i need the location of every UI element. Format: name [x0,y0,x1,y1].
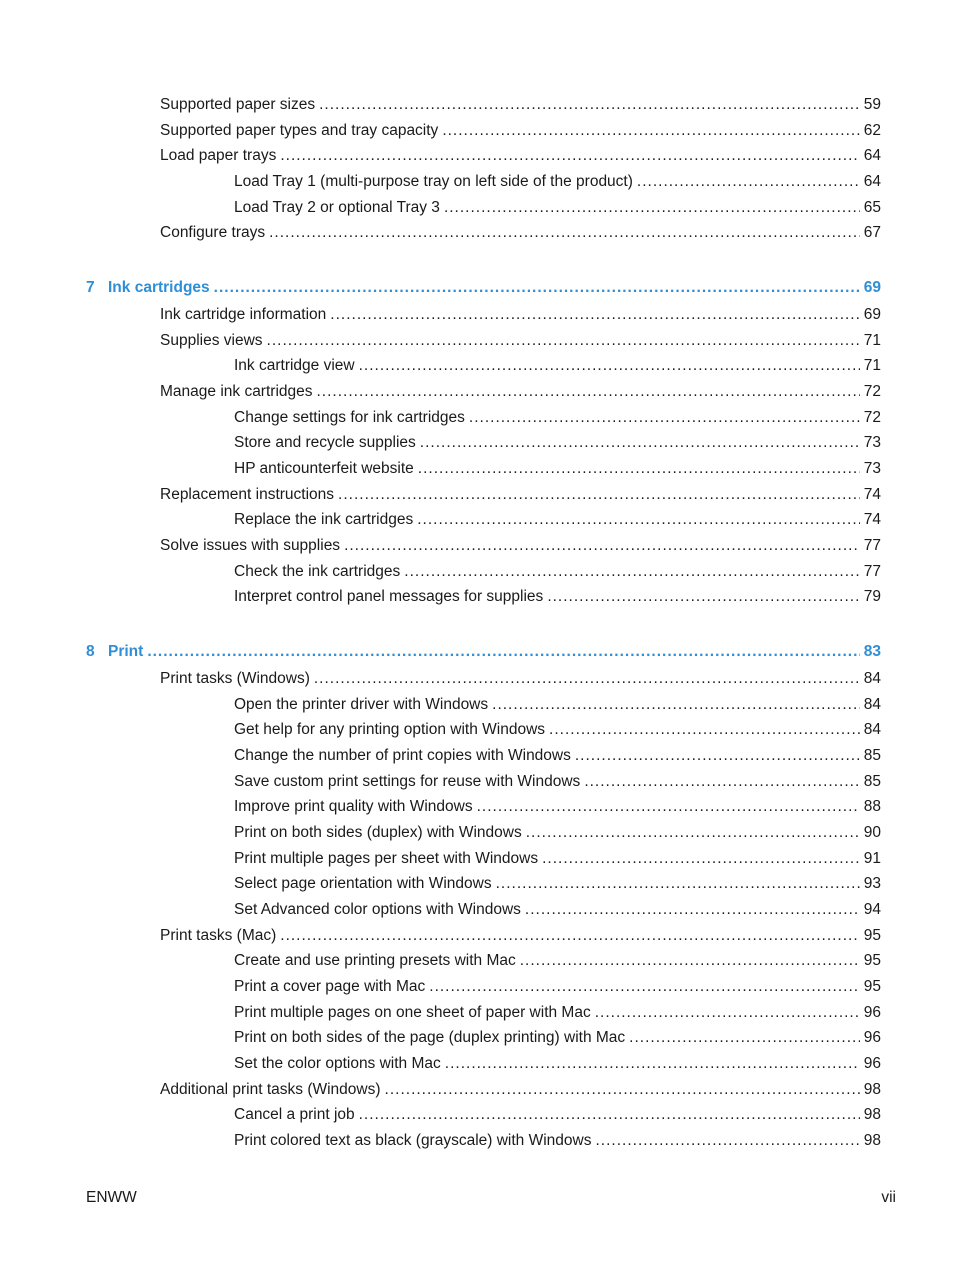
dot-leader [280,146,859,166]
dot-leader [547,587,859,607]
toc-entry-page: 77 [863,537,881,554]
toc-entry[interactable] [234,1028,881,1048]
toc-entry[interactable] [234,977,881,997]
toc-entry-title: Create and use printing presets with Mac [234,952,516,969]
toc-entry-title: Print tasks (Windows) [160,670,310,687]
toc-entry-page: 73 [863,460,881,477]
toc-chapter-7[interactable] [86,278,881,298]
toc-entry-page: 95 [863,952,881,969]
toc-entry[interactable] [234,797,881,817]
toc-entry[interactable] [234,408,881,428]
dot-leader [147,642,859,662]
chapter-page: 69 [863,279,881,296]
toc-entry-page: 84 [863,721,881,738]
toc-entry-title: Replace the ink cartridges [234,511,414,528]
dot-leader [584,772,859,792]
toc-entry-title: Ink cartridge information [160,306,327,323]
toc-entry-title: Print colored text as black (grayscale) with Windows [234,1132,592,1149]
footer-page-number: vii [881,1189,896,1206]
dot-leader [338,485,860,505]
toc-entry[interactable] [234,510,881,530]
dot-leader [317,382,860,402]
toc-entry[interactable] [234,823,881,843]
dot-leader [542,849,860,869]
toc-entry-page: 67 [863,224,881,241]
dot-leader [469,408,860,428]
toc-entry-title: Print on both sides of the page (duplex printing) with Mac [234,1029,626,1046]
dot-leader [445,1054,860,1074]
dot-leader [385,1080,860,1100]
toc-entry[interactable] [234,695,881,715]
toc-entry-title: HP anticounterfeit website [234,460,414,477]
toc-entry-title: Configure trays [160,224,266,241]
toc-entry-title: Print tasks (Mac) [160,927,277,944]
toc-entry-title: Solve issues with supplies [160,537,341,554]
toc-entry[interactable] [234,746,881,766]
toc-entry-page: 72 [863,409,881,426]
dot-leader [404,562,859,582]
toc-entry-title: Load paper trays [160,147,277,164]
dot-leader [442,121,859,141]
toc-entry-page: 72 [863,383,881,400]
toc-entry-title: Supported paper sizes [160,96,316,113]
chapter-title: Ink cartridges [108,279,210,296]
toc-entry[interactable] [160,223,881,243]
toc-entry-page: 64 [863,173,881,190]
toc-entry-title: Save custom print settings for reuse with Windows [234,773,581,790]
dot-leader [526,823,860,843]
dot-leader [418,459,860,479]
toc-entry[interactable] [160,331,881,351]
toc-entry-page: 69 [863,306,881,323]
toc-entry[interactable] [234,1003,881,1023]
toc-entry-page: 96 [863,1055,881,1072]
dot-leader [549,720,860,740]
dot-leader [520,951,860,971]
toc-entry-title: Load Tray 2 or optional Tray 3 [234,199,440,216]
toc-entry[interactable] [234,433,881,453]
toc-entry[interactable] [160,926,881,946]
toc-entry[interactable] [234,198,881,218]
dot-leader [214,278,860,298]
toc-entry[interactable] [234,1105,881,1125]
toc-entry[interactable] [234,1054,881,1074]
chapter-number: 7 [86,279,95,296]
toc-entry-title: Improve print quality with Windows [234,798,473,815]
toc-entry[interactable] [234,951,881,971]
dot-leader [496,874,860,894]
toc-entry-page: 96 [863,1029,881,1046]
toc-entry-title: Ink cartridge view [234,357,355,374]
dot-leader [637,172,860,192]
toc-entry-title: Store and recycle supplies [234,434,416,451]
toc-entry-title: Interpret control panel messages for supplies [234,588,544,605]
footer-doc-id: ENWW [86,1189,137,1206]
dot-leader [420,433,860,453]
toc-entry-page: 74 [863,486,881,503]
toc-entry-page: 98 [863,1132,881,1149]
toc-entry-title: Set the color options with Mac [234,1055,441,1072]
toc-entry-page: 85 [863,747,881,764]
toc-entry-page: 93 [863,875,881,892]
dot-leader [575,746,860,766]
toc-entry-page: 65 [863,199,881,216]
toc-chapter-8[interactable] [86,642,881,662]
toc-entry-page: 71 [863,332,881,349]
toc-entry-title: Print multiple pages per sheet with Windows [234,850,539,867]
toc-entry-page: 64 [863,147,881,164]
toc-entry-title: Select page orientation with Windows [234,875,492,892]
toc-entry-page: 74 [863,511,881,528]
toc-entry-title: Cancel a print job [234,1106,355,1123]
toc-entry-title: Change settings for ink cartridges [234,409,465,426]
toc-entry-title: Check the ink cartridges [234,563,401,580]
toc-entry-title: Open the printer driver with Windows [234,696,489,713]
toc-entry-page: 73 [863,434,881,451]
dot-leader [269,223,860,243]
toc-entry-page: 79 [863,588,881,605]
dot-leader [330,305,859,325]
toc-entry-title: Get help for any printing option with Windows [234,721,546,738]
toc-entry[interactable] [160,485,881,505]
toc-entry[interactable] [160,121,881,141]
toc-entry[interactable] [160,1080,881,1100]
toc-entry[interactable] [234,356,881,376]
toc-entry[interactable] [234,1131,881,1151]
toc-entry-page: 77 [863,563,881,580]
dot-leader [417,510,860,530]
dot-leader [267,331,860,351]
toc-entry[interactable] [160,536,881,556]
toc-entry-page: 71 [863,357,881,374]
toc-entry[interactable] [234,849,881,869]
dot-leader [444,198,860,218]
chapter-page: 83 [863,643,881,660]
dot-leader [596,1131,860,1151]
toc-entry-page: 98 [863,1081,881,1098]
toc-entry-title: Print a cover page with Mac [234,978,426,995]
toc-entry[interactable] [234,172,881,192]
toc-entry-page: 95 [863,927,881,944]
toc-entry-page: 85 [863,773,881,790]
dot-leader [429,977,859,997]
toc-entry-page: 96 [863,1004,881,1021]
toc-entry[interactable] [234,720,881,740]
chapter-title: Print [108,643,144,660]
toc-entry-page: 91 [863,850,881,867]
dot-leader [477,797,860,817]
toc-entry[interactable] [160,146,881,166]
toc-entry-title: Supported paper types and tray capacity [160,122,439,139]
toc-entry-title: Load Tray 1 (multi-purpose tray on left side of the product) [234,173,633,190]
toc-entry[interactable] [160,95,881,115]
toc-entry[interactable] [160,382,881,402]
dot-leader [492,695,860,715]
toc-entry[interactable] [234,562,881,582]
toc-entry-page: 84 [863,696,881,713]
dot-leader [525,900,860,920]
toc-entry-page: 84 [863,670,881,687]
toc-entry-title: Print on both sides (duplex) with Windows [234,824,522,841]
toc-entry[interactable] [234,900,881,920]
dot-leader [344,536,860,556]
dot-leader [314,669,860,689]
toc-entry-title: Set Advanced color options with Windows [234,901,521,918]
toc-entry-page: 94 [863,901,881,918]
dot-leader [280,926,859,946]
toc-entry-page: 95 [863,978,881,995]
toc-entry-page: 62 [863,122,881,139]
toc-entry-title: Print multiple pages on one sheet of paper with Mac [234,1004,591,1021]
toc-entry-page: 90 [863,824,881,841]
dot-leader [319,95,860,115]
toc-entry-title: Change the number of print copies with Windows [234,747,571,764]
dot-leader [595,1003,860,1023]
toc-entry[interactable] [234,874,881,894]
dot-leader [359,356,860,376]
toc-entry-title: Replacement instructions [160,486,335,503]
toc-entry[interactable] [234,587,881,607]
toc-entry-page: 88 [863,798,881,815]
toc-entry-title: Supplies views [160,332,263,349]
dot-leader [629,1028,860,1048]
chapter-number: 8 [86,643,95,660]
toc-entry-page: 59 [863,96,881,113]
toc-entry[interactable] [234,772,881,792]
toc-entry-page: 98 [863,1106,881,1123]
toc-entry[interactable] [160,305,881,325]
toc-entry-title: Manage ink cartridges [160,383,313,400]
toc-entry[interactable] [234,459,881,479]
toc-entry[interactable] [160,669,881,689]
toc-entry-title: Additional print tasks (Windows) [160,1081,381,1098]
dot-leader [359,1105,860,1125]
